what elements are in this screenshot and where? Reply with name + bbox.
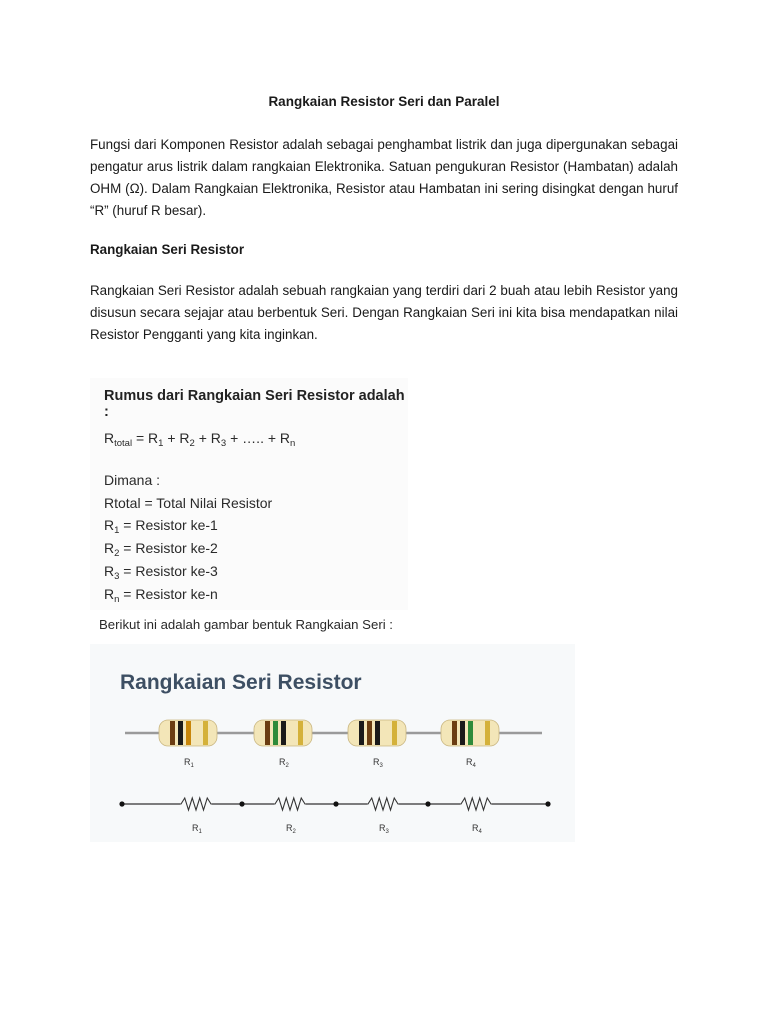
formula-equation: $R_{total} = R_1 + R_2 + R_3$ + ….. + $R_n$: [104, 430, 296, 449]
color-band: [170, 721, 175, 745]
junction-dot: [333, 801, 338, 806]
formula-title: Rumus dari Rangkaian Seri Resistor adalah :: [104, 388, 405, 420]
diagram-title: Rangkaian Seri Resistor: [120, 671, 362, 694]
resistor-photo-label-2: $R_2$: [279, 757, 289, 769]
color-band: [203, 721, 208, 745]
junction-dot: [425, 801, 430, 806]
resistor-photo-label-3: $R_3$: [373, 757, 383, 769]
definition-r1: $R_1$ = Resistor ke-1: [104, 517, 218, 536]
color-band: [265, 721, 270, 745]
color-band: [359, 721, 364, 745]
formula-box: [90, 378, 408, 610]
color-band: [485, 721, 490, 745]
color-band: [298, 721, 303, 745]
color-band: [460, 721, 465, 745]
color-band: [452, 721, 457, 745]
color-band: [367, 721, 372, 745]
color-band: [186, 721, 191, 745]
definition-r3: $R_3$ = Resistor ke-3: [104, 563, 218, 582]
series-resistor-diagram: [90, 644, 575, 842]
where-label: Dimana :: [104, 472, 161, 488]
diagram-caption: Berikut ini adalah gambar bentuk Rangkaian Seri :: [99, 617, 393, 632]
section-heading: Rangkaian Seri Resistor: [90, 242, 245, 257]
junction-dot: [545, 801, 550, 806]
color-band: [392, 721, 397, 745]
section-paragraph: Rangkaian Seri Resistor adalah sebuah rangkaian yang terdiri dari 2 buah atau lebih Resistor yang disusun secara sejajar atau berbentuk Seri. Dengan Rangkaian Seri ini kita bisa mendapatkan nilai Resistor Pengganti yang kita inginkan.: [90, 283, 678, 342]
resistor-symbol-label-4: $R_4$: [472, 823, 482, 835]
definition-rtotal: Rtotal = Total Nilai Resistor: [104, 495, 273, 511]
resistor-photo-label-4: $R_4$: [466, 757, 476, 769]
color-band: [468, 721, 473, 745]
color-band: [375, 721, 380, 745]
definition-r2: $R_2$ = Resistor ke-2: [104, 540, 218, 559]
definition-rn: $R_n$ = Resistor ke-n: [104, 586, 218, 605]
intro-paragraph: Fungsi dari Komponen Resistor adalah sebagai penghambat listrik dan juga dipergunakan sebagai pengatur arus listrik dalam rangkaian Elektronika. Satuan pengukuran Resistor (Hambatan) adalah OHM (Ω). Dalam Rangkaian Elektronika, Resistor atau Hambatan ini sering disingkat dengan huruf “R” (huruf R besar).: [90, 137, 678, 218]
resistor-photo-label-1: $R_1$: [184, 757, 194, 769]
color-band: [281, 721, 286, 745]
resistor-symbol-label-1: $R_1$: [192, 823, 202, 835]
junction-dot: [119, 801, 124, 806]
color-band: [273, 721, 278, 745]
resistor-symbol-label-3: $R_3$: [379, 823, 389, 835]
page-title: Rangkaian Resistor Seri dan Paralel: [268, 94, 500, 109]
color-band: [178, 721, 183, 745]
resistor-symbol-label-2: $R_2$: [286, 823, 296, 835]
junction-dot: [239, 801, 244, 806]
